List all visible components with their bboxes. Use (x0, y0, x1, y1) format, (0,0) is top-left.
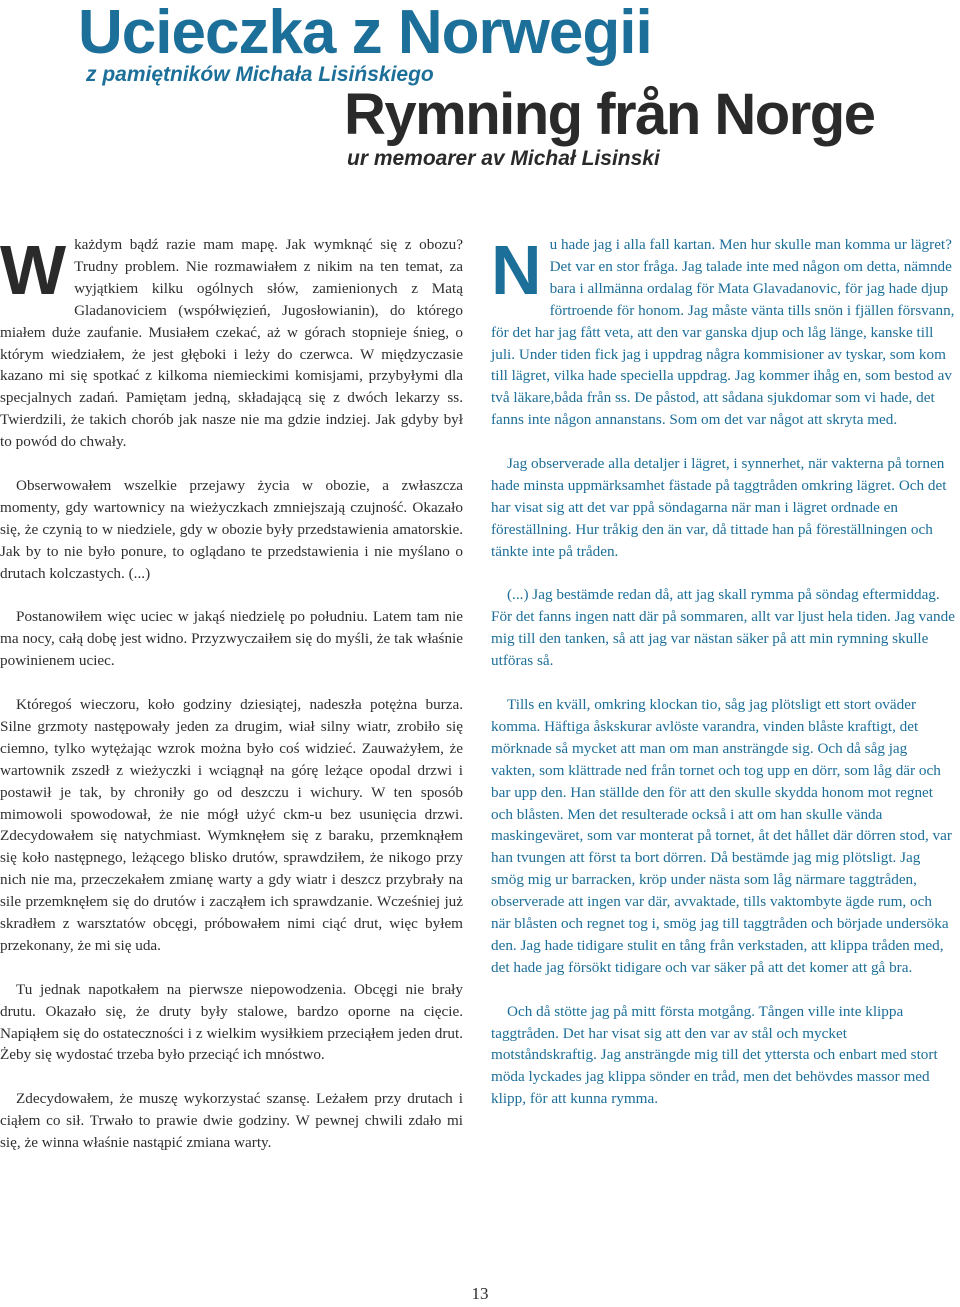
swedish-paragraph-1-text: u hade jag i alla fall kartan. Men hur skulle man komma ur lägret? Det var en stor fråga. Jag talade inte med någon om detta, nämnde bara i allmänna ordalag för Mata Glavadanovic, för jag hade djup förtroende för honom. Jag måste vänta tills snön i fjällen försvann, för det har jag fått veta, att den var ganska djup och låg länge, kanske till juli. Under tiden fick jag i uppdrag några kommisioner av tyskar, som kom till lägret, vilka hade speciella uppdrag. Jag kommer ihåg en, som bestod av två läkare,båda från ss. De påstod, att sådana sjukdomar som vi hade, det fanns inte någon annanstans. Som om det var något att skryta med. (491, 236, 955, 429)
swedish-paragraph-4: Tills en kväll, omkring klockan tio, såg jag plötsligt ett stort oväder komma. Häftiga åskskurar avlöste varandra, vinden blåste kraftigt, det mörknade så mycket att man om man ansträngde sig. Och då såg jag vakten, som klättrade ned från tornet och tog upp en dörr, som låg där och bar upp den. Han ställde den för att den skulle skydda honom mot regnet och blåsten. Men det resulterade också i att om han skulle vända maskingeväret, som var monterat på tornet, åt det hållet där dörren stod, var han tvungen att först ta bort dörren. Då bestämde jag mig plötsligt. Jag smög mig ur barracken, kröp under nästa som låg närmare taggtråden, observerade att ingen var där, avvaktade, tills vaktombyte ägde rum, och när blåsten och regnet tog i, smög jag till taggtråden och började undersöka den. Jag hade tidigare stulit en tång från verkstaden, att klippa tråden med, det hade jag försökt tidigare och var säker på att det komer att gå bra. (491, 695, 952, 976)
subtitle-polish: z pamiętników Michała Lisińskiego (86, 63, 434, 86)
swedish-paragraph-5: Och då stötte jag på mitt första motgång. Tången ville inte klippa taggtråden. Det har visat sig att den var av stål och mycket motståndskraftig. Jag ansträngde mig till det yttersta och enbart med stort möda lyckades jag klippa sönder en tråd, men det behövdes massor med klipp, för att kunna rymma. (491, 1002, 938, 1108)
polish-paragraph-5: Tu jednak napotkałem na pierwsze niepowodzenia. Obcęgi nie brały drutu. Okazało się, że druty były stalowe, bardzo oporne na cięcie. Napiąłem się do ostateczności i z wielkim wysiłkiem przeciąłem jeden drut. Żeby się wydostać trzeba było przeciąć ich mnóstwo. (0, 980, 463, 1064)
swedish-dropcap: N (491, 231, 542, 309)
polish-paragraph-6: Zdecydowałem, że muszę wykorzystać szansę. Leżałem przy drutach i ciąłem co sił. Trwało to prawie dwie godziny. W pewnej chwili zdało mi się, że winna właśnie nastąpić zmiana warty. (0, 1090, 463, 1152)
polish-paragraph-1 (0, 231, 463, 453)
polish-paragraph-1-text: każdym bądź razie mam mapę. Jak wymknąć się z obozu? Trudny problem. Nie rozmawiałem z nikim na ten temat, za wyjątkiem kilku ogólnych słów, zamienionych z Matą Gladanoviciem (współwięzień, Jugosłowianin), do którego miałem duże zaufanie. Musiałem czekać, aż w górach stopnieje śnieg, o którym wiedziałem, że jest głęboki i leży do czerwca. W międzyczasie kazano mi się spotkać z kilkoma niemieckimi komisjami, przybyłymi dla specjalnych zadań. Pamiętam jedną, składającą się z dwóch lekarzy ss. Twierdzili, że takich chorób jak nasze nie ma gdzie indziej. Jak gdyby był to powód do chwały. (0, 236, 463, 451)
title-polish: Ucieczka z Norwegii (78, 0, 652, 67)
page-number: 13 (471, 1284, 489, 1303)
polish-paragraph-2: Obserwowałem wszelkie przejawy życia w obozie, a zwłaszcza momenty, gdy wartownicy na wieżyczkach zmniejszają czujność. Okazało się, że czynią to w niedziele, gdy w obozie były przedstawienia amatorskie. Jak by to nie było ponure, to oglądano te przedstawienia i nie myślano o drutach kolczastych. (...) (0, 476, 463, 582)
swedish-paragraph-1 (491, 231, 955, 431)
swedish-paragraph-3: (...) Jag bestämde redan då, att jag skall rymma på söndag eftermiddag. För det fanns ingen natt där på sommaren, allt var ljust hela tiden. Jag vande mig till den tanken, så att jag var nästan säker på att min rymning skulle utföras så. (491, 586, 955, 670)
polish-paragraph-3: Postanowiłem więc uciec w jakąś niedzielę po południu. Latem tam nie ma nocy, całą dobę jest widno. Przyzwyczaiłem się do myśli, że tak właśnie powinienem uciec. (0, 608, 463, 670)
swedish-column (491, 231, 955, 1132)
subtitle-swedish: ur memoarer av Michał Lisinski (347, 147, 660, 170)
polish-dropcap: W (0, 231, 67, 309)
polish-paragraph-4: Któregoś wieczoru, koło godziny dziesiątej, nadeszła potężna burza. Silne grzmoty następowały jeden za drugim, wiał silny wiatr, zrobiło się ciemno, tylko wytężając wzrok można było coś widzieć. Zauważyłem, że wartownik zszedł z wieżyczki i wciągnął na górę leżące opodal drzwi i postawił je tak, by chroniły go od deszczu i wichury. W ten sposób mimowoli spowodował, że nie mógł użyć ckm-u bez usunięcia drzwi. Zdecydowałem się natychmiast. Wymknęłem się z baraku, przemknąłem się koło następnego, leżącego blisko drutów, sprawdziłem, że nikogo przy nich nie ma, przeczekałem zmianę warty a gdy wiatr i deszcz przybrały na sile przemknęłem się do drutów i zacząłem ich sprawdzanie. Wcześniej już skradłem z warsztatów obcęgi, próbowałem nimi ciąć drut, więc byłem przekonany, że mi się uda. (0, 695, 463, 954)
title-swedish: Rymning från Norge (344, 82, 875, 147)
polish-column (0, 231, 463, 1176)
swedish-paragraph-2: Jag observerade alla detaljer i lägret, i synnerhet, när vakterna på tornen hade minsta uppmärksamhet fästade på taggtråden omkring lägret. Och det har visat sig att det var ppå söndagarna när man i lägret ordnade en föreställning. Hur tråkig den än var, då tittade han på föreställningen och tänkte inte på tråden. (491, 455, 947, 560)
